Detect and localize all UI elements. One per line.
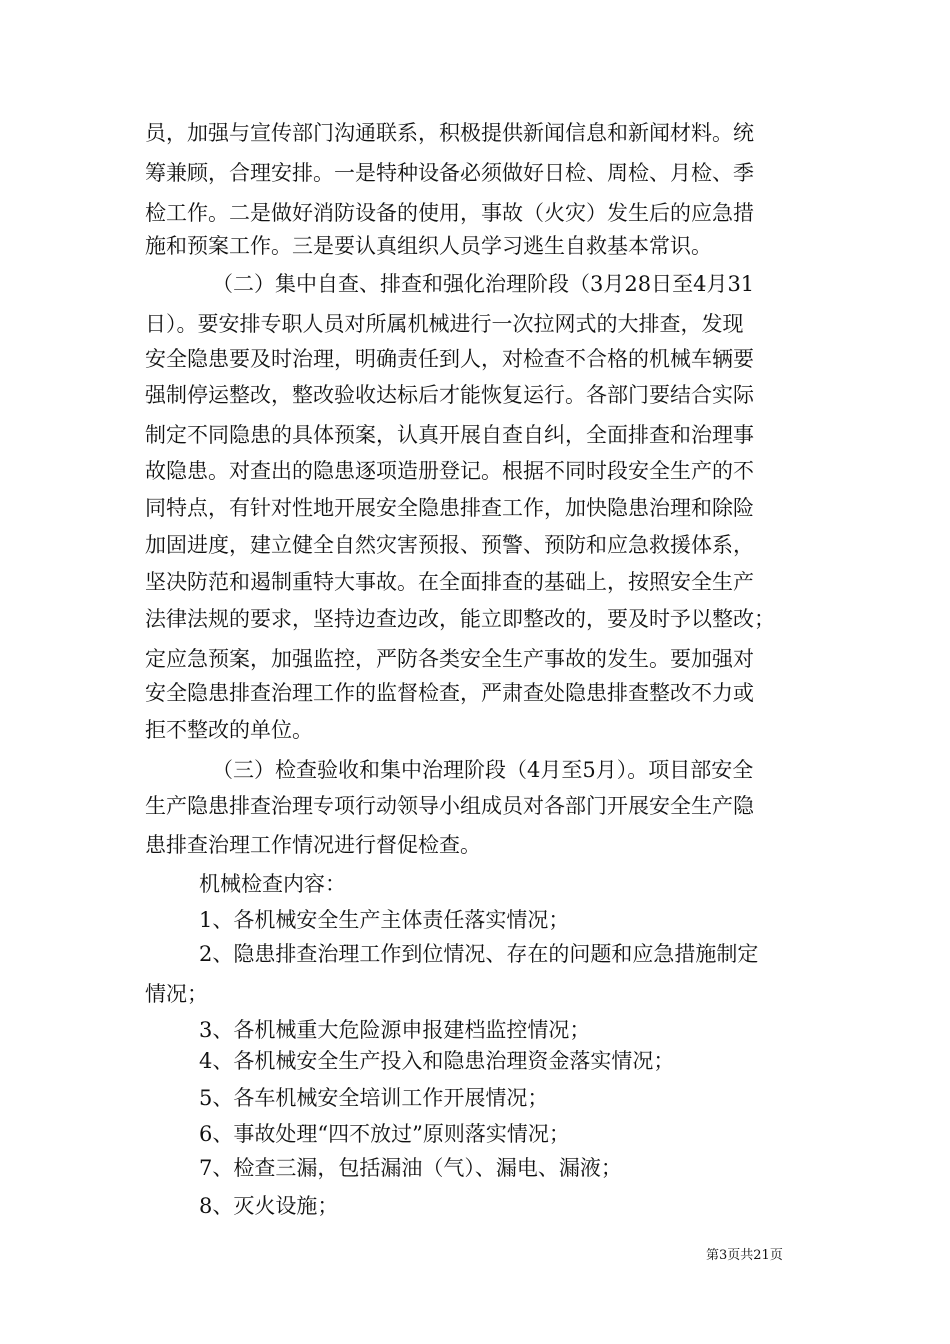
body-line-6: 日）。要安排专职人员对所属机械进行一次拉网式的大排查，发现 — [145, 312, 744, 336]
body-line-4: 施和预案工作。三是要认真组织人员学习逃生自救基本常识。 — [145, 234, 712, 258]
section-3-heading-line: （三）检查验收和集中治理阶段（4月至5月）。项目部安全 — [212, 758, 754, 782]
checklist-item-2: 2、隐患排查治理工作到位情况、存在的问题和应急措施制定 — [199, 942, 759, 966]
body-line-16: 安全隐患排查治理工作的监督检查，严肃查处隐患排查整改不力或 — [145, 681, 754, 705]
body-line-20: 患排查治理工作情况进行督促检查。 — [145, 833, 481, 857]
body-line-3: 检工作。二是做好消防设备的使用，事故（火灾）发生后的应急措 — [145, 201, 754, 225]
checklist-item-3: 3、各机械重大危险源申报建档监控情况； — [199, 1018, 591, 1042]
body-line-2: 筹兼顾，合理安排。一是特种设备必须做好日检、周检、月检、季 — [145, 161, 754, 185]
body-line-12: 加固进度，建立健全自然灾害预报、预警、预防和应急救援体系， — [145, 533, 754, 557]
body-line-8: 强制停运整改，整改验收达标后才能恢复运行。各部门要结合实际 — [145, 383, 754, 407]
body-line-15: 定应急预案，加强监控，严防各类安全生产事故的发生。要加强对 — [145, 647, 754, 671]
checklist-item-5: 5、各车机械安全培训工作开展情况； — [199, 1086, 549, 1110]
checklist-item-4: 4、各机械安全生产投入和隐患治理资金落实情况； — [199, 1049, 675, 1073]
checklist-item-2-continued: 情况； — [145, 982, 208, 1006]
body-line-14: 法律法规的要求，坚持边查边改，能立即整改的，要及时予以整改； — [145, 607, 775, 631]
body-line-7: 安全隐患要及时治理，明确责任到人，对检查不合格的机械车辆要 — [145, 347, 754, 371]
body-line-17: 拒不整改的单位。 — [145, 718, 313, 742]
body-line-19: 生产隐患排查治理专项行动领导小组成员对各部门开展安全生产隐 — [145, 794, 754, 818]
body-line-11: 同特点，有针对性地开展安全隐患排查工作，加快隐患治理和除险 — [145, 496, 754, 520]
page-number-footer: 第3页共21页 — [706, 1248, 783, 1263]
section-2-heading-line: （二）集中自查、排查和强化治理阶段（3月28日至4月31 — [212, 272, 755, 296]
checklist-item-6: 6、事故处理“四不放过”原则落实情况； — [199, 1122, 570, 1146]
body-line-13: 坚决防范和遏制重特大事故。在全面排查的基础上，按照安全生产 — [145, 570, 754, 594]
checklist-item-8: 8、灭火设施； — [199, 1194, 339, 1218]
body-line-1: 员，加强与宣传部门沟通联系，积极提供新闻信息和新闻材料。统 — [145, 121, 754, 145]
checklist-item-1: 1、各机械安全生产主体责任落实情况； — [199, 908, 570, 932]
body-line-9: 制定不同隐患的具体预案，认真开展自查自纠，全面排查和治理事 — [145, 423, 754, 447]
body-line-10: 故隐患。对查出的隐患逐项造册登记。根据不同时段安全生产的不 — [145, 459, 754, 483]
checklist-item-7: 7、检查三漏，包括漏油（气）、漏电、漏液； — [199, 1156, 622, 1180]
checklist-heading: 机械检查内容： — [199, 872, 346, 896]
